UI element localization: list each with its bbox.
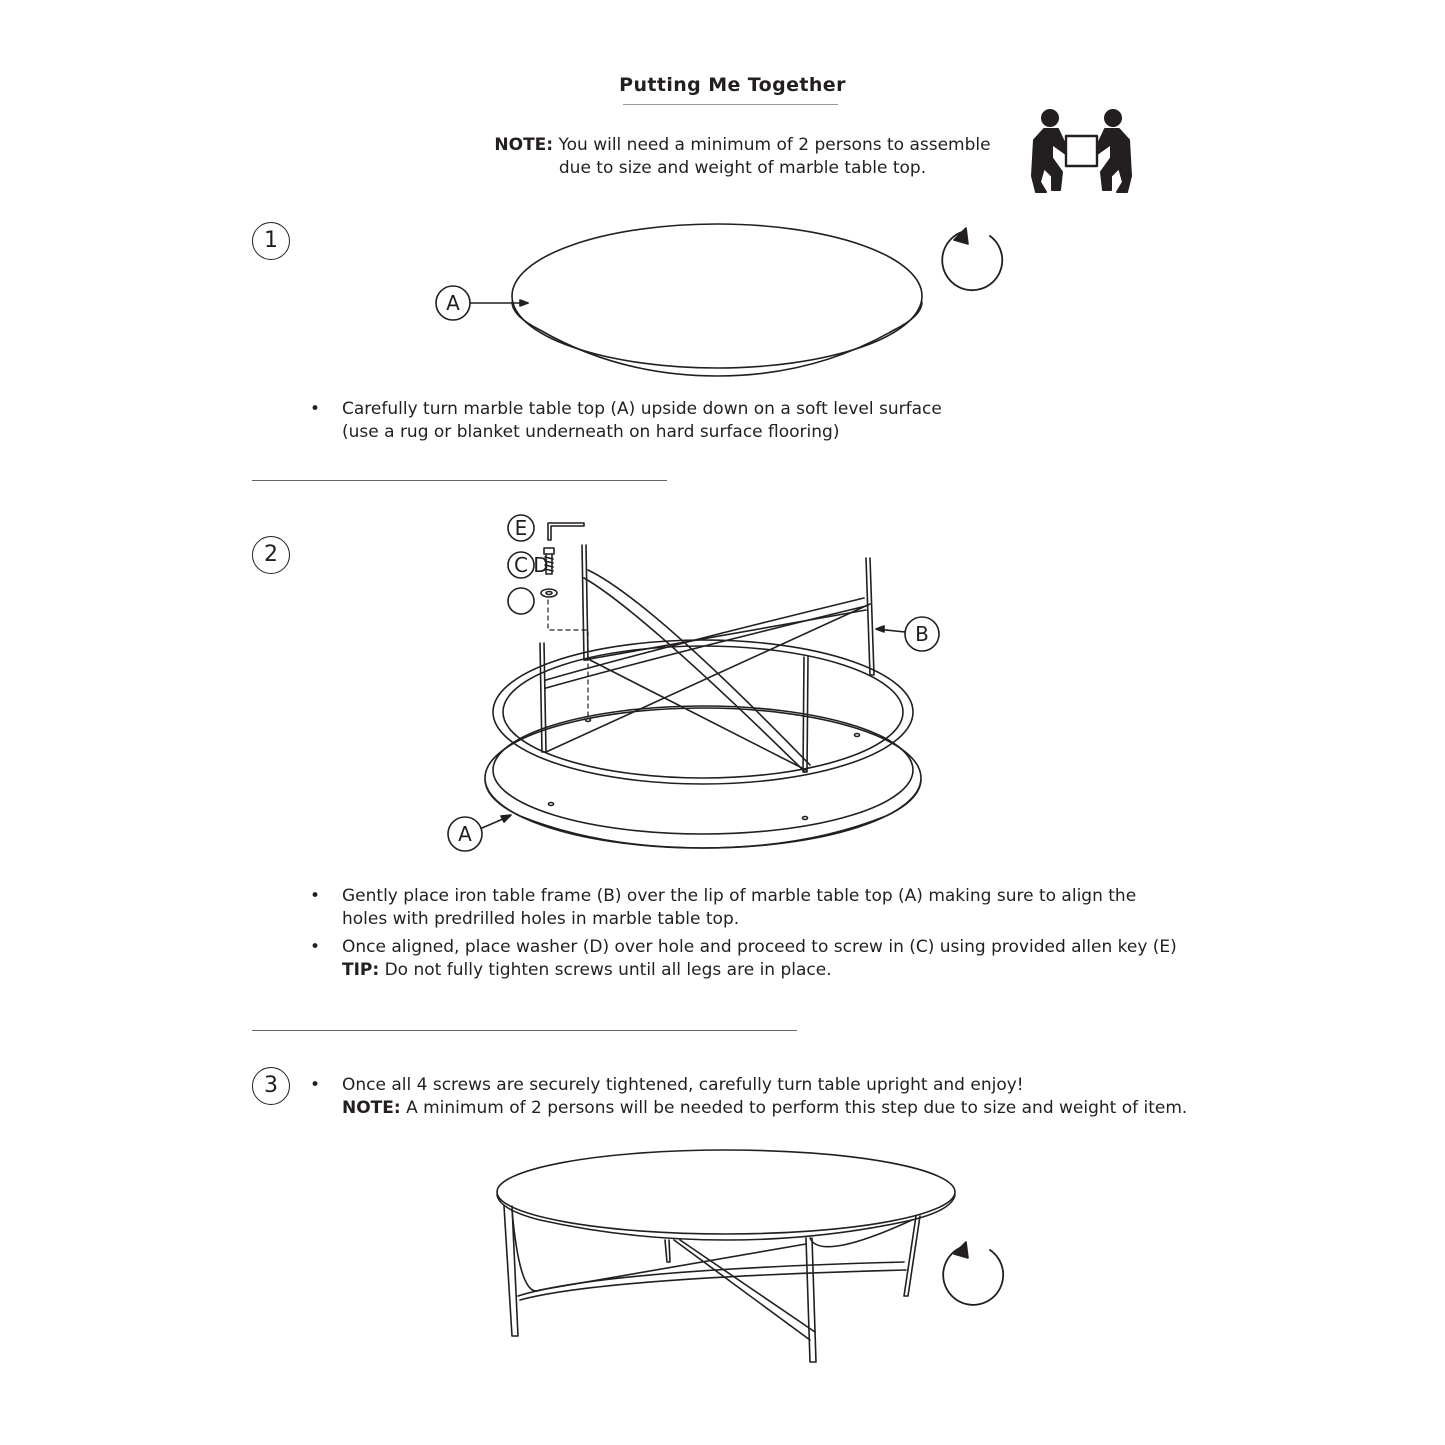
part-b-label: B	[915, 622, 929, 646]
part-a-callout-2	[448, 815, 511, 851]
note-label: NOTE:	[494, 135, 554, 155]
step-2b-line1: Once aligned, place washer (D) over hole and proceed to screw in (C) using provided allen key (E)	[342, 937, 1177, 957]
step-1-number: 1	[252, 222, 290, 260]
iron-frame-and-top-illustration	[485, 545, 921, 848]
part-a-label-2: A	[458, 822, 472, 846]
part-c-callout	[508, 552, 549, 578]
note-line1: You will need a minimum of 2 persons to assemble	[558, 135, 991, 155]
step-2-number: 2	[252, 536, 290, 574]
part-e-callout	[508, 515, 534, 541]
part-b-callout	[876, 617, 939, 651]
two-person-lift-icon	[1032, 110, 1131, 192]
part-d-callout	[508, 588, 534, 614]
step-3-line1: Once all 4 screws are securely tightened, carefully turn table upright and enjoy!	[342, 1075, 1024, 1095]
part-c-label: C	[514, 553, 528, 577]
part-e-label: E	[514, 516, 528, 540]
step-1-line2: (use a rug or blanket underneath on hard surface flooring)	[342, 421, 840, 442]
note-line2: due to size and weight of marble table top.	[558, 158, 927, 178]
finished-table-illustration	[497, 1150, 955, 1362]
tip-text: Do not fully tighten screws until all legs are in place.	[384, 959, 832, 980]
tip-label: TIP:	[342, 959, 380, 980]
part-a-callout-1	[436, 286, 528, 320]
page-title: Putting Me Together	[619, 74, 846, 96]
rotate-arrow-icon	[942, 228, 1002, 290]
step-1-line1: Carefully turn marble table top (A) upside down on a soft level surface	[342, 399, 942, 419]
step-3-number: 3	[252, 1067, 290, 1105]
rotate-arrow-icon	[943, 1242, 1003, 1305]
step-3-note-label: NOTE:	[342, 1097, 401, 1118]
marble-table-top-illustration	[512, 224, 922, 376]
step-2a-line2: holes with predrilled holes in marble table top.	[342, 908, 740, 929]
part-a-label-1: A	[446, 291, 460, 315]
step-3-note-text: A minimum of 2 persons will be needed to perform this step due to size and weight of item.	[406, 1097, 1188, 1118]
part-d-label: D	[533, 553, 549, 577]
step-2a-line1: Gently place iron table frame (B) over the lip of marble table top (A) making sure to align the	[342, 886, 1137, 906]
